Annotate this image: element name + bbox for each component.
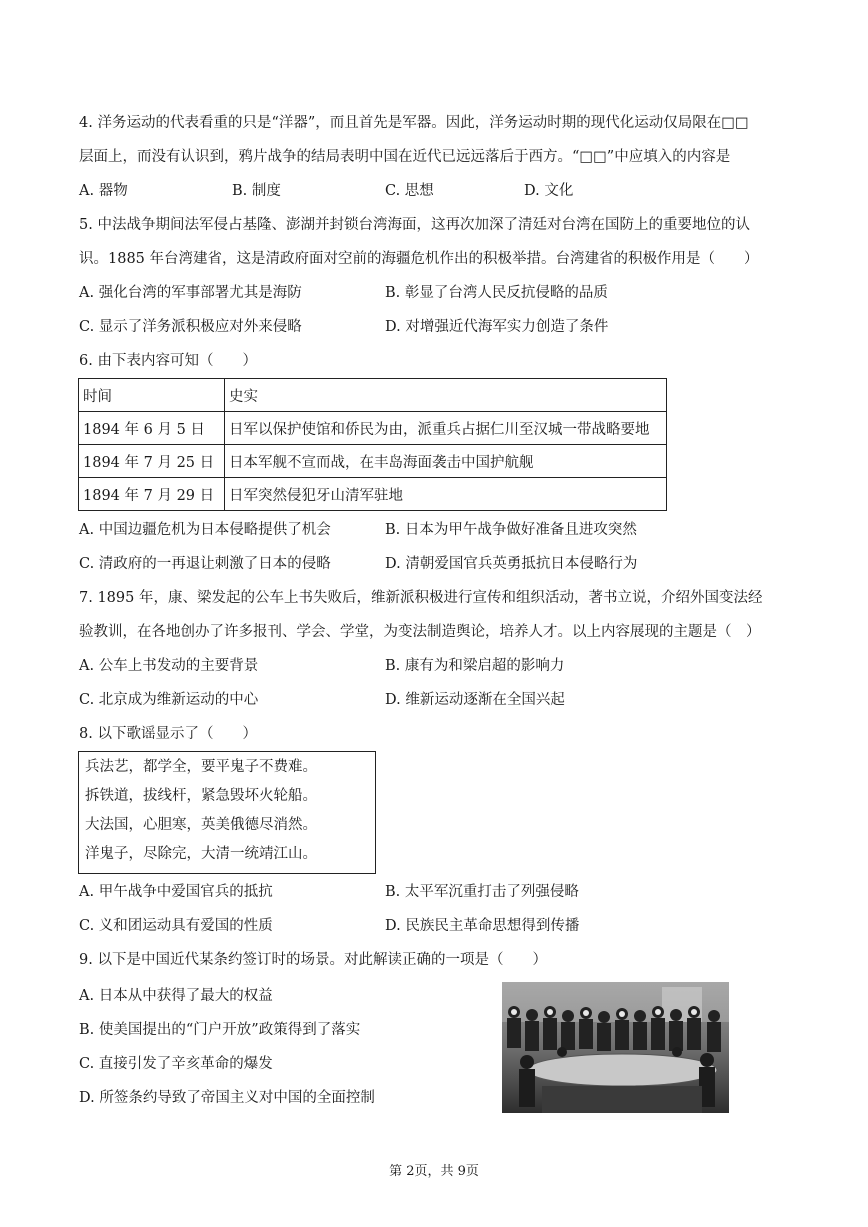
q8-stem: 8. 以下歌谣显示了（ ） <box>79 726 257 742</box>
q8-option-b: B. 太平军沉重打击了列强侵略 <box>385 884 579 900</box>
q9-option-c: C. 直接引发了辛亥革命的爆发 <box>79 1056 273 1072</box>
table-header-fact: 史实 <box>225 379 667 412</box>
q4-stem-line1: 4. 洋务运动的代表看重的只是“洋器”，而且首先是军器。因此，洋务运动时期的现代化运动仅局限在□□ <box>79 115 749 131</box>
table-row <box>79 478 667 511</box>
table-cell-fact: 日本军舰不宣而战，在丰岛海面袭击中国护航舰 <box>225 445 667 478</box>
ballad-line: 大法国，心胆寒，英美俄德尽消然。 <box>85 817 317 833</box>
q4-option-c: C. 思想 <box>385 183 434 199</box>
q7-option-a: A. 公车上书发动的主要背景 <box>79 658 259 674</box>
q9-option-b: B. 使美国提出的“门户开放”政策得到了落实 <box>79 1022 361 1038</box>
q4-option-a: A. 器物 <box>79 183 128 199</box>
q5-option-c: C. 显示了洋务派积极应对外来侵略 <box>79 319 302 335</box>
q7-option-c: C. 北京成为维新运动的中心 <box>79 692 259 708</box>
q7-option-b: B. 康有为和梁启超的影响力 <box>385 658 565 674</box>
q8-option-d: D. 民族民主革命思想得到传播 <box>385 918 580 934</box>
q9-option-a: A. 日本从中获得了最大的权益 <box>79 988 273 1004</box>
table-header-row <box>79 379 667 412</box>
table-cell-fact: 日军突然侵犯牙山清军驻地 <box>225 478 667 511</box>
q6-option-b: B. 日本为甲午战争做好准备且进攻突然 <box>385 522 637 538</box>
table-header-time: 时间 <box>79 379 225 412</box>
q4-option-d: D. 文化 <box>524 183 574 199</box>
q4-stem-line2: 层面上，而没有认识到，鸦片战争的结局表明中国在近代已远远落后于西方。“□□”中应填入的内容是 <box>79 149 731 165</box>
q6-option-c: C. 清政府的一再退让刺激了日本的侵略 <box>79 556 331 572</box>
q7-option-d: D. 维新运动逐渐在全国兴起 <box>385 692 565 708</box>
q5-stem-line2: 识。1885 年台湾建省，这是清政府面对空前的海疆危机作出的积极举措。台湾建省的积极作用是（ ） <box>79 251 759 267</box>
q5-option-d: D. 对增强近代海军实力创造了条件 <box>385 319 609 335</box>
table-cell-fact: 日军以保护使馆和侨民为由，派重兵占据仁川至汉城一带战略要地 <box>225 412 667 445</box>
q9-stem: 9. 以下是中国近代某条约签订时的场景。对此解读正确的一项是（ ） <box>79 952 547 968</box>
q4-option-b: B. 制度 <box>232 183 281 199</box>
q6-stem: 6. 由下表内容可知（ ） <box>79 353 257 369</box>
q7-stem-line2: 验教训，在各地创办了许多报刊、学会、学堂，为变法制造舆论，培养人才。以上内容展现的主题是（ ） <box>79 624 761 640</box>
q7-stem-line1: 7. 1895 年，康、梁发起的公车上书失败后，维新派积极进行宣传和组织活动，著书立说，介绍外国变法经 <box>79 590 763 606</box>
table-row <box>79 412 667 445</box>
ballad-line: 洋鬼子，尽除完，大清一统靖江山。 <box>85 846 317 862</box>
q8-option-a: A. 甲午战争中爱国官兵的抵抗 <box>79 884 273 900</box>
table-cell-date: 1894 年 7 月 25 日 <box>79 445 225 478</box>
q6-history-table <box>78 378 667 511</box>
q8-ballad-box <box>78 751 376 874</box>
q9-option-d: D. 所签条约导致了帝国主义对中国的全面控制 <box>79 1090 375 1106</box>
q5-option-a: A. 强化台湾的军事部署尤其是海防 <box>79 285 302 301</box>
table-cell-date: 1894 年 6 月 5 日 <box>79 412 225 445</box>
q6-option-d: D. 清朝爱国官兵英勇抵抗日本侵略行为 <box>385 556 638 572</box>
q6-option-a: A. 中国边疆危机为日本侵略提供了机会 <box>79 522 331 538</box>
treaty-signing-photo <box>502 982 729 1113</box>
q5-option-b: B. 彰显了台湾人民反抗侵略的品质 <box>385 285 608 301</box>
page-footer: 第 2页，共 9页 <box>389 1164 479 1179</box>
ballad-line: 兵法艺，都学全，要平鬼子不费难。 <box>85 759 317 775</box>
table-cell-date: 1894 年 7 月 29 日 <box>79 478 225 511</box>
q8-option-c: C. 义和团运动具有爱国的性质 <box>79 918 273 934</box>
ballad-line: 拆铁道，拔线杆，紧急毁坏火轮船。 <box>85 788 317 804</box>
table-row <box>79 445 667 478</box>
q5-stem-line1: 5. 中法战争期间法军侵占基隆、澎湖并封锁台湾海面，这再次加深了清廷对台湾在国防上的重要地位的认 <box>79 217 750 233</box>
